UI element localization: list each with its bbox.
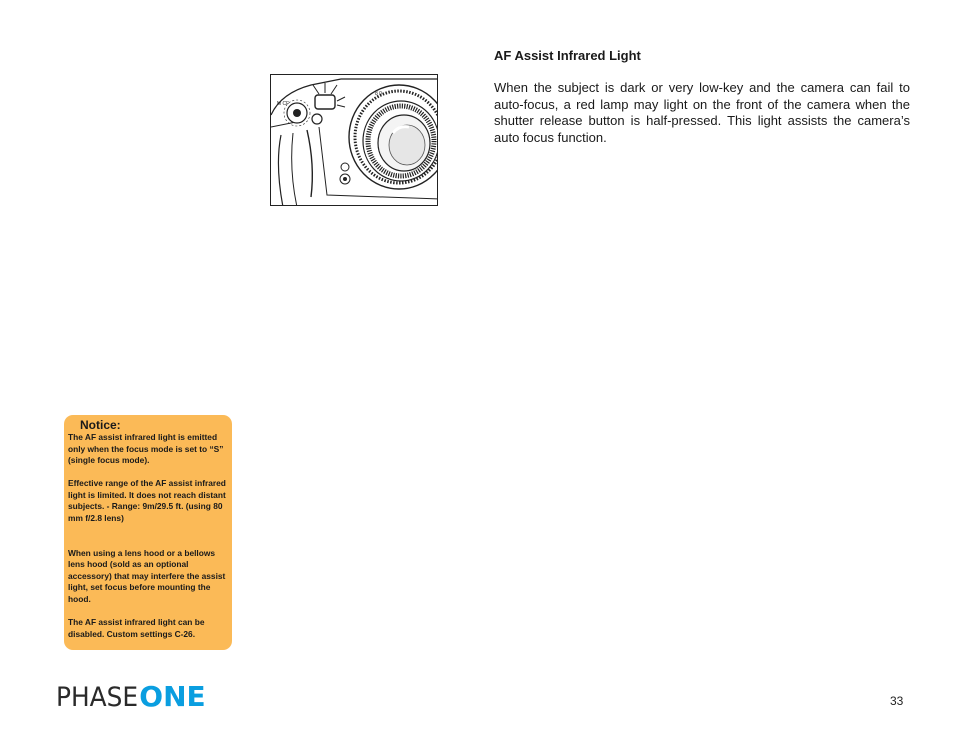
svg-text:8 0: 8 0 (375, 91, 382, 97)
section-heading: AF Assist Infrared Light (494, 48, 641, 63)
notice-box (64, 415, 232, 650)
logo-text-one: ONE (139, 680, 206, 713)
camera-af-assist-illustration (270, 74, 438, 206)
notice-paragraph: The AF assist infrared light can be disabled. Custom settings C-26. (68, 617, 205, 639)
notice-title: Notice: (80, 418, 121, 432)
logo-text-phase: PHASE (56, 682, 139, 713)
phase-one-logo (56, 680, 206, 712)
page-number: 33 (890, 694, 904, 708)
notice-paragraph: Effective range of the AF assist infrared light is limited. It does not reach distant subjects. - Range: 9m/29.5 ft. (using 80 mm f/2.8 lens) (68, 478, 226, 524)
section-body: When the subject is dark or very low-key and the camera can fail to auto-focus, a red lamp may light on the front of the camera when the shutter release button is half-pressed. This light assists the camera’s auto focus function. (494, 80, 910, 145)
notice-paragraph: When using a lens hood or a bellows lens hood (sold as an optional accessory) that may interfere the assist light, set focus before mounting the hood. (68, 547, 226, 605)
notice-paragraph: The AF assist infrared light is emitted only when the focus mode is set to “S” (single focus mode). (68, 432, 224, 466)
af-assist-section (494, 48, 910, 146)
svg-text:M CF: M CF (277, 101, 290, 107)
